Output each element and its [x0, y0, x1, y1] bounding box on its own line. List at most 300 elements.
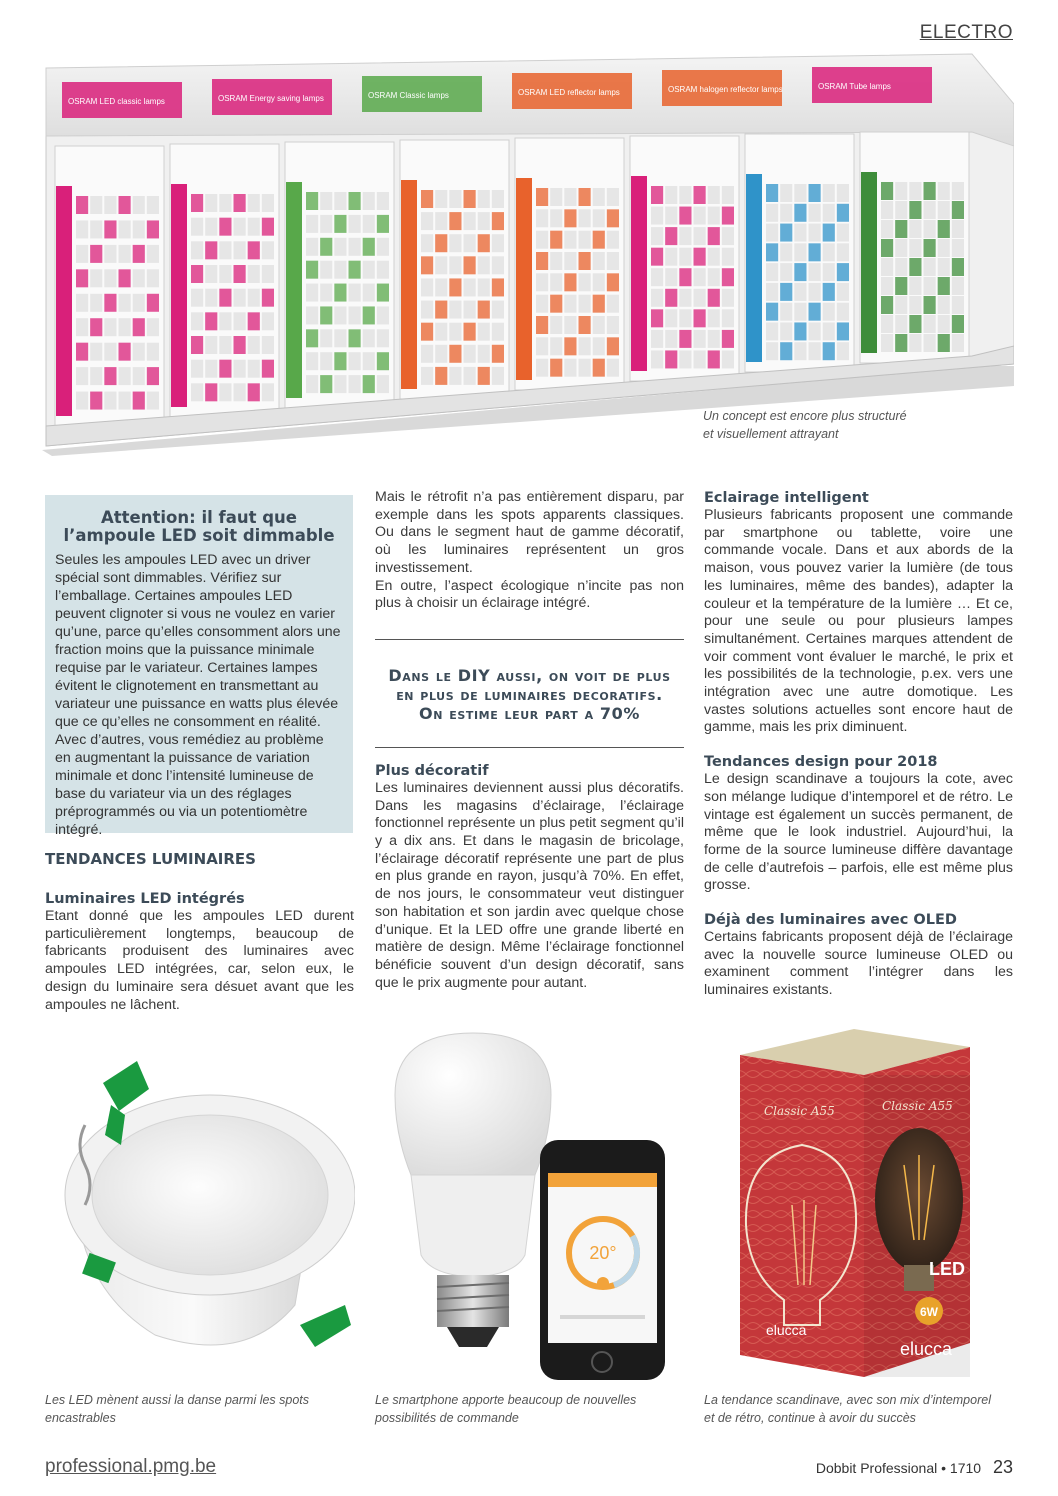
product-box	[564, 231, 576, 249]
product-box	[104, 269, 116, 287]
product-box	[421, 323, 433, 341]
product-box	[780, 204, 792, 222]
product-box	[349, 261, 361, 279]
product-box	[492, 278, 504, 296]
product-box	[191, 289, 203, 307]
product-box	[320, 284, 332, 302]
product-box	[607, 273, 619, 291]
product-box	[119, 294, 131, 312]
product-box	[665, 309, 677, 327]
pull-quote: Dans le DIY aussi, on voit de plus en plus de luminaires decoratifs. On estime leur part a 70%	[375, 639, 684, 748]
product-box	[694, 227, 706, 245]
product-box	[363, 329, 375, 347]
product-box	[593, 316, 605, 334]
product-box	[794, 342, 806, 360]
product-box	[809, 342, 821, 360]
product-box	[104, 392, 116, 410]
hero-display-photo	[42, 46, 1014, 456]
paragraph: Plusieurs fabricants proposent une commande par smartphone ou tablette, voire une commande vocale. Dans et aux abords de la maison, vous pouvez varier la lumière (de tous les luminaires, même des bandes), adapter la couleur et la température de la lumière … Et ce, pour une seule ou pour plusieurs lampes simultanément. Certaines marques attendent de voir comment vont évaluer le marché, le prix et les possibilités de la technologie, p.ex. vers une intégration avec une autre domotique. Les vastes solutions actuelles sont encore haut de gamme, mais les prix diminuent.	[704, 507, 1013, 736]
product-box	[924, 201, 936, 219]
product-box	[536, 316, 548, 334]
product-box	[708, 268, 720, 286]
product-box	[191, 312, 203, 330]
smart-bulb-photo	[375, 1025, 685, 1385]
product-box	[924, 277, 936, 295]
product-box	[320, 375, 332, 393]
product-box	[593, 295, 605, 313]
box-brand-left: elucca	[766, 1322, 807, 1338]
product-box	[924, 258, 936, 276]
product-box	[119, 318, 131, 336]
product-box	[320, 192, 332, 210]
product-box	[722, 330, 734, 348]
product-box	[320, 352, 332, 370]
product-box	[809, 322, 821, 340]
product-box	[823, 184, 835, 202]
product-box	[837, 283, 849, 301]
product-box	[722, 227, 734, 245]
box-brand-right: elucca	[900, 1339, 953, 1359]
product-box	[119, 245, 131, 263]
product-box	[766, 204, 778, 222]
product-box	[651, 289, 663, 307]
product-box	[665, 350, 677, 368]
product-box	[924, 334, 936, 352]
product-box	[924, 239, 936, 257]
product-box	[349, 284, 361, 302]
product-box	[377, 375, 389, 393]
product-box	[938, 315, 950, 333]
product-box	[219, 312, 231, 330]
product-box	[464, 256, 476, 274]
product-box	[306, 284, 318, 302]
product-box	[363, 375, 375, 393]
product-box	[550, 273, 562, 291]
product-box	[809, 184, 821, 202]
product-box	[823, 283, 835, 301]
product-box	[248, 336, 260, 354]
product-box	[262, 241, 274, 259]
product-box	[464, 190, 476, 208]
paragraph: Le design scandinave a toujours la cote, avec son mélange ludique d’intemporel et de rétro. Le vintage est également un succès permanent, de même que le look industriel. Aujourd’hui, la forme de la source lumineuse diffère davantage de celle d’autrefois – parfois, elle est même plus grosse.	[704, 771, 1013, 894]
product-box	[780, 342, 792, 360]
product-box	[895, 334, 907, 352]
product-box	[119, 220, 131, 238]
product-box	[909, 258, 921, 276]
product-box	[952, 296, 964, 314]
product-box	[607, 359, 619, 377]
product-box	[823, 303, 835, 321]
product-box	[147, 220, 159, 238]
product-box	[938, 239, 950, 257]
product-box	[478, 190, 490, 208]
product-box	[234, 265, 246, 283]
product-box	[809, 263, 821, 281]
product-box	[147, 318, 159, 336]
product-box	[952, 220, 964, 238]
product-box	[306, 215, 318, 233]
product-box	[421, 301, 433, 319]
product-box	[363, 352, 375, 370]
product-box	[464, 234, 476, 252]
product-box	[248, 218, 260, 236]
bay-color-strip	[401, 180, 417, 389]
product-box	[694, 248, 706, 266]
product-box	[205, 360, 217, 378]
product-box	[421, 212, 433, 230]
header-sign-label: OSRAM Classic lamps	[368, 91, 449, 100]
product-box	[550, 252, 562, 270]
product-box	[952, 182, 964, 200]
product-box	[377, 238, 389, 256]
product-box	[147, 343, 159, 361]
product-box	[377, 329, 389, 347]
product-box	[449, 234, 461, 252]
product-box	[708, 330, 720, 348]
product-box	[823, 263, 835, 281]
product-box	[377, 284, 389, 302]
paragraph: Etant donné que les ampoules LED durent particulièrement longtemps, beaucoup de fabricants produisent des luminaires avec ampoules LED intégrées, car, selon eux, le design du luminaire sera désuet avant que les ampoules ne lâchent.	[45, 908, 354, 1013]
paragraph: En outre, l’aspect écologique n’incite pas non plus à choisir un éclairage intégré.	[375, 577, 684, 612]
product-box	[320, 215, 332, 233]
product-box	[938, 182, 950, 200]
product-box	[133, 294, 145, 312]
product-box	[607, 209, 619, 227]
product-box	[90, 294, 102, 312]
product-box	[579, 316, 591, 334]
product-box	[909, 334, 921, 352]
product-box	[76, 392, 88, 410]
bay-color-strip	[171, 184, 187, 407]
product-box	[421, 278, 433, 296]
product-box	[435, 367, 447, 385]
product-box	[651, 227, 663, 245]
product-box	[421, 345, 433, 363]
product-box	[564, 359, 576, 377]
product-box	[248, 241, 260, 259]
product-box	[334, 238, 346, 256]
bay-color-strip	[286, 182, 302, 398]
product-box	[147, 269, 159, 287]
info-box-body: Seules les ampoules LED avec un driver spécial sont dimmables. Vérifiez sur l’emballage. Certaines ampoules LED peuvent clignoter si vous ne voulez en varier qu’une, parce qu’elles consomment alors une fraction moins que la puissance minimale requise par le variateur. Certaines lampes évitent le clignotement en transmettant au variateur une puissance en watts plus élevée que ce qu’elles ne consomment en réalité. Avec d’autres, vous remédiez au problème en augmentant la puissance de variation minimale et donc l’intensité lumineuse de base du variateur via un des réglages préprogrammés ou via un potentiomètre intégré.	[55, 552, 341, 838]
product-box	[823, 224, 835, 242]
product-box	[708, 186, 720, 204]
product-box	[478, 256, 490, 274]
product-box	[449, 278, 461, 296]
product-box	[536, 295, 548, 313]
product-box	[363, 284, 375, 302]
footer-website-link[interactable]: professional.pmg.be	[45, 1456, 217, 1477]
product-box	[464, 278, 476, 296]
product-box	[90, 220, 102, 238]
product-box	[449, 301, 461, 319]
product-box	[924, 296, 936, 314]
product-box	[363, 238, 375, 256]
product-box	[909, 220, 921, 238]
product-box	[234, 383, 246, 401]
product-box	[133, 392, 145, 410]
product-box	[492, 190, 504, 208]
bay-color-strip	[631, 176, 647, 371]
product-box	[536, 252, 548, 270]
product-box	[90, 392, 102, 410]
hero-caption: Un concept est encore plus structuré et visuellement attrayant	[703, 409, 907, 441]
recessed-spot-photo	[45, 1025, 355, 1385]
product-box	[881, 258, 893, 276]
product-box	[895, 258, 907, 276]
section-heading: TENDANCES LUMINAIRES	[45, 850, 256, 868]
product-box	[881, 220, 893, 238]
product-box	[579, 359, 591, 377]
product-box	[823, 204, 835, 222]
product-box	[90, 318, 102, 336]
product-box	[938, 201, 950, 219]
bay-color-strip	[516, 178, 532, 380]
product-box	[219, 194, 231, 212]
product-box	[837, 204, 849, 222]
product-box	[191, 194, 203, 212]
product-box	[492, 345, 504, 363]
product-box	[780, 224, 792, 242]
product-box	[349, 238, 361, 256]
product-box	[234, 218, 246, 236]
product-box	[938, 334, 950, 352]
product-box	[895, 220, 907, 238]
product-box	[205, 289, 217, 307]
product-box	[464, 323, 476, 341]
product-box	[119, 392, 131, 410]
product-box	[478, 212, 490, 230]
product-box	[119, 196, 131, 214]
product-box	[550, 209, 562, 227]
product-box	[780, 243, 792, 261]
magazine-issue: Dobbit Professional • 1710	[815, 1460, 982, 1476]
product-box	[938, 296, 950, 314]
product-box	[766, 322, 778, 340]
product-box	[579, 252, 591, 270]
product-box	[334, 284, 346, 302]
product-box	[262, 360, 274, 378]
product-box	[90, 367, 102, 385]
product-box	[952, 277, 964, 295]
product-box	[191, 265, 203, 283]
product-box	[377, 192, 389, 210]
product-box	[952, 239, 964, 257]
product-box	[780, 283, 792, 301]
product-box	[564, 316, 576, 334]
product-box	[665, 330, 677, 348]
product-box	[363, 306, 375, 324]
product-box	[550, 231, 562, 249]
product-box	[219, 241, 231, 259]
product-box	[234, 336, 246, 354]
product-box	[579, 337, 591, 355]
product-box	[593, 273, 605, 291]
product-box	[219, 289, 231, 307]
product-box	[909, 201, 921, 219]
product-box	[234, 289, 246, 307]
product-box	[550, 359, 562, 377]
product-box	[90, 343, 102, 361]
product-box	[435, 256, 447, 274]
product-box	[147, 367, 159, 385]
box-watt-label: 6W	[920, 1305, 938, 1319]
product-box	[579, 188, 591, 206]
product-box	[449, 190, 461, 208]
product-box	[262, 312, 274, 330]
product-box	[679, 248, 691, 266]
product-box	[794, 184, 806, 202]
product-box	[464, 345, 476, 363]
product-box	[607, 188, 619, 206]
product-box	[809, 224, 821, 242]
product-box	[651, 350, 663, 368]
product-box	[76, 294, 88, 312]
product-box	[593, 359, 605, 377]
product-box	[924, 315, 936, 333]
product-box	[478, 323, 490, 341]
product-box	[191, 360, 203, 378]
product-box	[794, 263, 806, 281]
product-box	[234, 194, 246, 212]
product-box	[607, 316, 619, 334]
product-box	[536, 231, 548, 249]
bay-color-strip	[746, 174, 762, 362]
product-box	[435, 278, 447, 296]
product-box	[881, 277, 893, 295]
product-box	[823, 243, 835, 261]
product-box	[334, 306, 346, 324]
product-box	[550, 188, 562, 206]
product-box	[191, 383, 203, 401]
product-box	[550, 316, 562, 334]
product-box	[435, 190, 447, 208]
product-box	[694, 350, 706, 368]
product-box	[837, 243, 849, 261]
product-box	[794, 322, 806, 340]
product-box	[320, 329, 332, 347]
subheading-eclairage-intelligent: Eclairage intelligent	[704, 490, 869, 506]
product-box	[147, 196, 159, 214]
product-box	[651, 268, 663, 286]
product-box	[679, 227, 691, 245]
product-box	[191, 218, 203, 236]
product-box	[435, 301, 447, 319]
product-box	[435, 234, 447, 252]
product-box	[104, 196, 116, 214]
product-box	[377, 261, 389, 279]
product-box	[90, 245, 102, 263]
box-caption: La tendance scandinave, avec son mix d’intemporel et de rétro, continue à avoir du succès	[704, 1393, 991, 1425]
product-box	[219, 218, 231, 236]
product-box	[909, 182, 921, 200]
product-box	[262, 289, 274, 307]
product-box	[435, 345, 447, 363]
phone-temperature-text: 20°	[589, 1243, 617, 1263]
product-box	[219, 265, 231, 283]
product-box	[809, 283, 821, 301]
product-box-photo	[704, 1025, 1014, 1385]
product-box	[449, 367, 461, 385]
product-box	[794, 224, 806, 242]
product-box	[421, 256, 433, 274]
section-label: ELECTRO	[919, 22, 1013, 43]
product-box	[694, 309, 706, 327]
product-box	[147, 392, 159, 410]
product-box	[262, 218, 274, 236]
product-box	[593, 231, 605, 249]
product-box	[219, 383, 231, 401]
product-box	[809, 303, 821, 321]
product-box	[147, 294, 159, 312]
product-box	[262, 265, 274, 283]
product-box	[665, 248, 677, 266]
product-box	[837, 263, 849, 281]
product-box	[536, 359, 548, 377]
product-box	[694, 207, 706, 225]
product-box	[579, 295, 591, 313]
product-box	[952, 258, 964, 276]
subheading-plus-decoratif: Plus décoratif	[375, 762, 489, 779]
product-box	[449, 256, 461, 274]
product-box	[823, 342, 835, 360]
product-box	[306, 306, 318, 324]
product-box	[320, 261, 332, 279]
product-box	[722, 186, 734, 204]
product-box	[536, 188, 548, 206]
subheading-tendances-design: Tendances design pour 2018	[704, 754, 938, 771]
product-box	[665, 289, 677, 307]
product-box	[708, 350, 720, 368]
product-box	[564, 337, 576, 355]
product-box	[780, 184, 792, 202]
product-box	[708, 248, 720, 266]
phone-caption: Le smartphone apporte beaucoup de nouvelles possibilités de commande	[375, 1393, 637, 1425]
product-box	[478, 278, 490, 296]
product-box	[248, 312, 260, 330]
product-box	[248, 289, 260, 307]
product-box	[133, 318, 145, 336]
product-box	[133, 343, 145, 361]
product-box	[794, 303, 806, 321]
product-box	[766, 224, 778, 242]
product-box	[607, 231, 619, 249]
product-box	[607, 337, 619, 355]
product-box	[665, 207, 677, 225]
product-box	[248, 360, 260, 378]
product-box	[665, 227, 677, 245]
info-box	[45, 495, 353, 838]
product-box	[76, 343, 88, 361]
product-box	[881, 296, 893, 314]
paragraph: Les luminaires deviennent aussi plus décoratifs. Dans les magasins d’éclairage, l’éclairage fonctionnel représente un plus petit segment qu’il y a dix ans. Et dans le magasin de bricolage, l’éclairage décoratif représente une part de plus en plus grande en rayon, jusqu’à 70%. En effet, de nos jours, le consommateur veut distinguer son habitation et son jardin avec quelque chose d’unique. Et la LED offre une grande liberté en matière de design. Même l’éclairage fonctionnel bénéficie souvent d’un design décoratif, sans que le prix augmente pour autant.	[375, 779, 684, 991]
product-box	[679, 186, 691, 204]
product-box	[579, 273, 591, 291]
product-box	[564, 252, 576, 270]
product-box	[651, 248, 663, 266]
product-box	[334, 261, 346, 279]
product-box	[938, 277, 950, 295]
product-box	[536, 209, 548, 227]
product-box	[766, 184, 778, 202]
product-box	[262, 383, 274, 401]
product-box	[435, 212, 447, 230]
paragraph: Mais le rétrofit n’a pas entièrement disparu, par exemple dans les spots apparents classiques. Ou dans le segment haut de gamme décoratif, où les luminaires représentent un gros investissement.	[375, 489, 684, 576]
product-box	[593, 337, 605, 355]
product-box	[306, 261, 318, 279]
product-box	[234, 312, 246, 330]
product-box	[262, 194, 274, 212]
